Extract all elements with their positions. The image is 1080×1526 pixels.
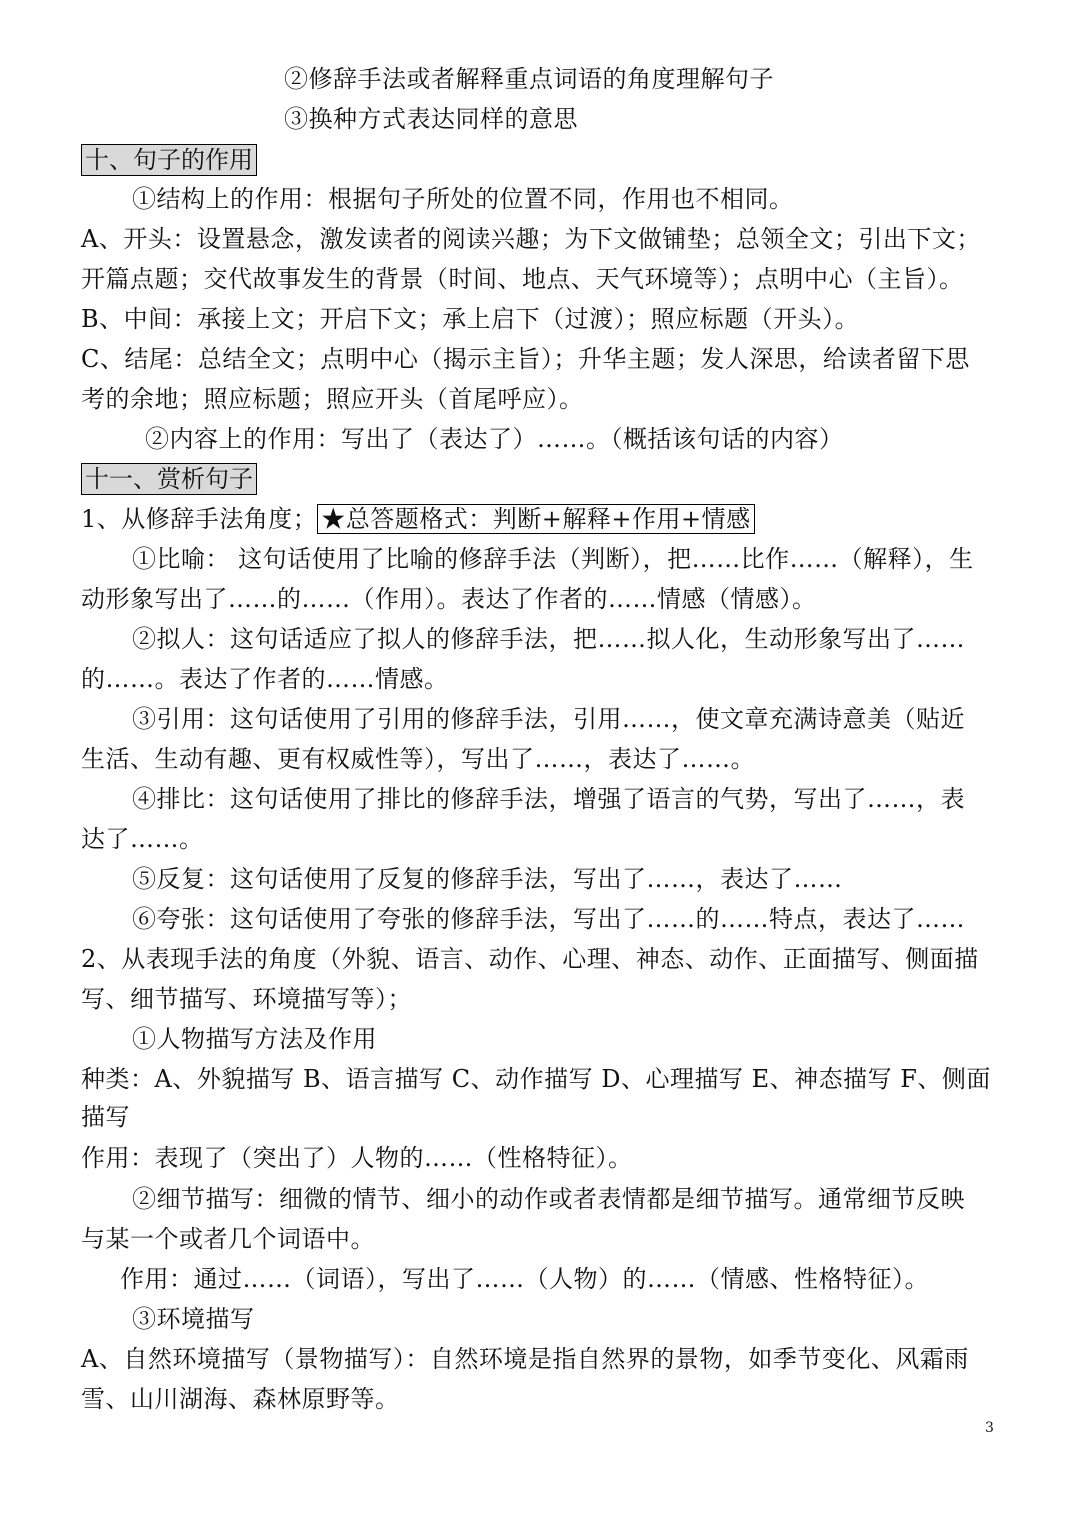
text-line: 描写	[81, 1103, 130, 1131]
text-line: ②修辞手法或者解释重点词语的角度理解句子	[284, 65, 774, 93]
answer-format-box: ★总答题格式：判断+解释+作用+情感	[317, 504, 754, 534]
text-line: ⑥夸张：这句话使用了夸张的修辞手法，写出了……的……特点，表达了……	[132, 905, 965, 933]
text-line: ②细节描写：细微的情节、细小的动作或者表情都是细节描写。通常细节反映	[132, 1185, 965, 1213]
text-line: 作用：表现了（突出了）人物的……（性格特征）。	[81, 1144, 633, 1172]
text-line: ⑤反复：这句话使用了反复的修辞手法，写出了……，表达了……	[132, 865, 843, 893]
text-line: 动形象写出了……的……（作用）。表达了作者的……情感（情感）。	[81, 585, 817, 613]
text-line: ③引用：这句话使用了引用的修辞手法，引用……，使文章充满诗意美（贴近	[132, 705, 965, 733]
text-line: 的……。表达了作者的……情感。	[81, 665, 449, 693]
section-heading: 十一、赏析句子	[81, 463, 257, 495]
section-heading: 十、句子的作用	[81, 144, 257, 176]
text-line: ④排比：这句话使用了排比的修辞手法，增强了语言的气势，写出了……，表	[132, 785, 965, 813]
page-number: 3	[985, 1420, 994, 1436]
text-fragment: 1、从修辞手法角度；	[81, 505, 318, 533]
text-line: ③换种方式表达同样的意思	[284, 105, 578, 133]
text-line: 作用：通过……（词语），写出了……（人物）的……（情感、性格特征）。	[120, 1265, 929, 1293]
text-line: 2、从表现手法的角度（外貌、语言、动作、心理、神态、动作、正面描写、侧面描	[81, 945, 979, 973]
text-line: 写、细节描写、环境描写等）；	[81, 985, 412, 1013]
text-line: 种类：A、外貌描写 B、语言描写 C、动作描写 D、心理描写 E、神态描写 F、侧面	[81, 1065, 991, 1093]
text-line: 达了……。	[81, 825, 204, 853]
text-line: ③环境描写	[132, 1305, 255, 1333]
text-line: 考的余地；照应标题；照应开头（首尾呼应）。	[81, 385, 584, 413]
text-line: B、中间：承接上文；开启下文；承上启下（过渡）；照应标题（开头）。	[81, 305, 860, 333]
text-line: 与某一个或者几个词语中。	[81, 1225, 375, 1253]
text-line: C、结尾：总结全文；点明中心（揭示主旨）；升华主题；发人深思，给读者留下思	[81, 345, 970, 373]
text-line: 雪、山川湖海、森林原野等。	[81, 1385, 400, 1413]
text-line: ①比喻： 这句话使用了比喻的修辞手法（判断），把……比作……（解释），生	[132, 545, 974, 573]
text-line: A、开头：设置悬念，激发读者的阅读兴趣；为下文做铺垫；总领全文；引出下文；	[81, 225, 981, 253]
text-line: A、自然环境描写（景物描写）：自然环境是指自然界的景物，如季节变化、风霜雨	[81, 1345, 969, 1373]
text-line: 生活、生动有趣、更有权威性等），写出了……，表达了……。	[81, 745, 755, 773]
text-line: ①人物描写方法及作用	[132, 1025, 377, 1053]
text-line: ①结构上的作用：根据句子所处的位置不同，作用也不相同。	[132, 185, 794, 213]
text-line: ②内容上的作用：写出了（表达了）……。（概括该句话的内容）	[145, 425, 844, 453]
text-line: 开篇点题；交代故事发生的背景（时间、地点、天气环境等）；点明中心（主旨）。	[81, 265, 964, 293]
text-line: ②拟人：这句话适应了拟人的修辞手法，把……拟人化，生动形象写出了……	[132, 625, 965, 653]
text-line	[81, 502, 755, 536]
